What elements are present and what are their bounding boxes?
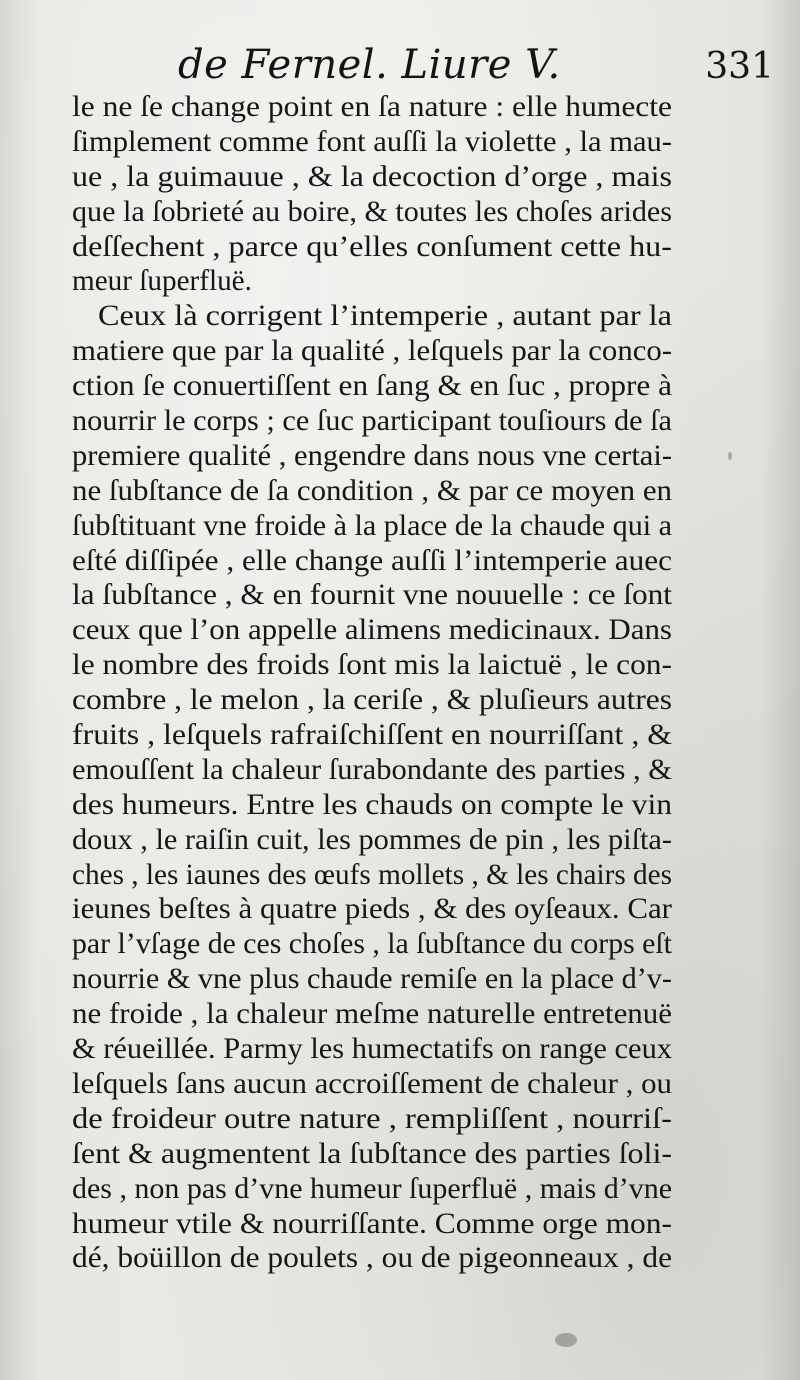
text-line: ſimplement comme font auſſi la violette , la mau- [72,125,672,158]
text-line: Ceux là corrigent l’intemperie , autant par la [98,300,672,333]
text-line: dé, boüillon de poulets , ou de pigeonneaux , de [72,1242,673,1275]
text-line: emouſſent la chaleur ſurabondante des parties , & [72,753,672,786]
text-line: leſquels ſans aucun accroiſſement de chaleur , ou [72,1067,672,1100]
text-line: ieunes beſtes à quatre pieds , & des oyſeaux. Car [72,893,672,926]
ink-speck [728,452,732,460]
body-text [72,90,672,1276]
text-line: nourrie & vne plus chaude remiſe en la place d’v- [72,963,672,996]
text-line: ſubſtituant vne froide à la place de la chaude qui a [72,509,672,542]
text-line: des , non pas d’vne humeur ſuperfluë , mais d’vne [72,1172,673,1205]
text-line: ches , les iaunes des œufs mollets , & les chairs des [72,858,672,891]
text-line: ceux que l’on appelle alimens medicinaux. Dans [72,614,672,647]
text-line: par l’vſage de ces choſes , la ſubſtance du corps eſt [72,928,672,961]
text-line: que la ſobrieté au boire, & toutes les choſes arides [72,195,672,228]
text-line: eſté diſſipée , elle change auſſi l’intemperie auec [72,544,672,577]
running-head-title: de Fernel. Liure V. [178,42,561,88]
text-line: fruits , leſquels rafraiſchiſſent en nourriſſant , & [72,719,673,752]
text-line: & réueillée. Parmy les humectatifs on range ceux [72,1033,673,1066]
text-line: des humeurs. Entre les chauds on compte le vin [72,788,672,821]
text-line: ue , la guimauue , & la decoction d’orge , mais [72,160,672,193]
text-line: doux , le raiſin cuit, les pommes de pin , les piſta- [72,823,673,856]
text-line: le ne ſe change point en ſa nature : elle humecte [72,91,673,123]
text-line: ne froide , la chaleur meſme naturelle entretenuë [72,998,673,1031]
page-number: 331 [705,46,774,87]
text-line: humeur vtile & nourriſſante. Comme orge mon- [72,1207,673,1240]
text-line: nourrir le corps ; ce ſuc participant touſiours de ſa [72,405,673,438]
text-line: le nombre des froids ſont mis la laictuë , le con- [72,649,672,682]
ink-speck [555,1333,577,1347]
text-line: premiere qualité , engendre dans nous vne certai- [72,439,673,472]
text-line: ction ſe conuertiſſent en ſang & en ſuc , propre à [72,370,672,403]
text-line: de froideur outre nature , rempliſſent , nourriſ- [72,1102,673,1135]
text-line: la ſubſtance , & en fournit vne nouuelle : ce ſont [72,579,673,612]
text-line: meur ſuperfluë. [72,265,252,298]
text-line: combre , le melon , la ceriſe , & pluſieurs autres [72,684,673,717]
text-line: ne ſubſtance de ſa condition , & par ce moyen en [72,474,673,507]
text-line: deſſechent , parce qu’elles conſument cette hu- [72,230,673,263]
text-line: ſent & augmentent la ſubſtance des parties ſoli- [72,1137,673,1170]
text-line: matiere que par la qualité , leſquels par la conco- [72,335,673,368]
